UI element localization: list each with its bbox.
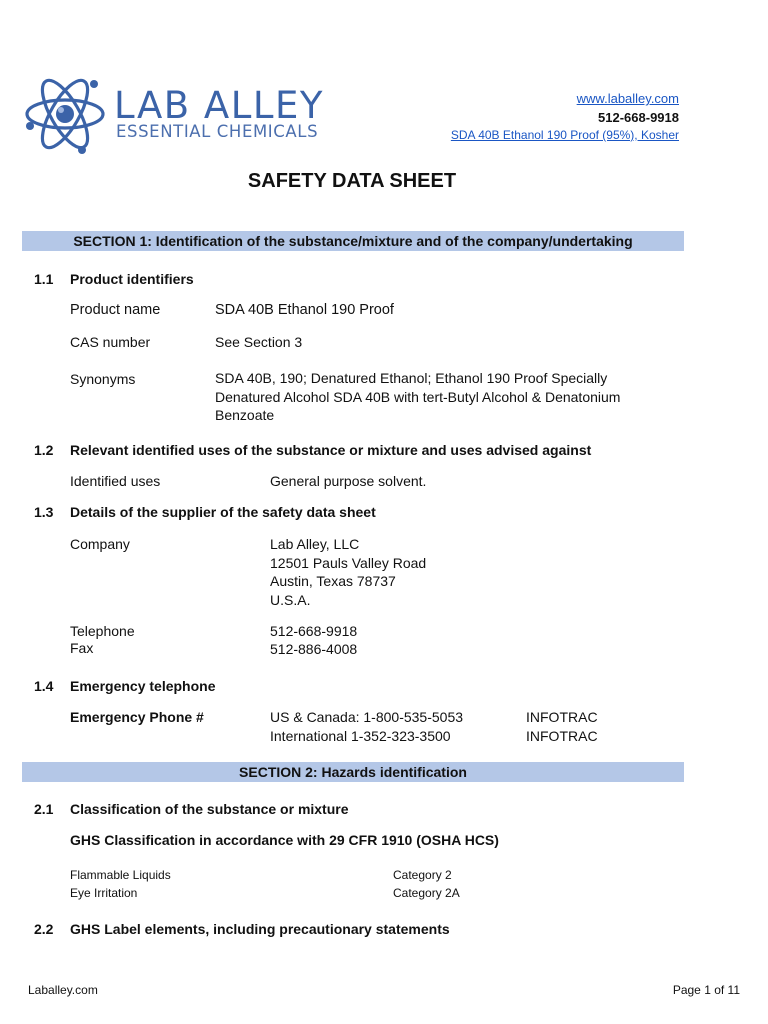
section-number: 2.1 — [34, 801, 54, 817]
hazard-category: Category 2A — [393, 886, 460, 900]
section-heading: Emergency telephone — [70, 678, 216, 694]
synonyms-label: Synonyms — [70, 371, 136, 387]
section-heading: Product identifiers — [70, 271, 194, 287]
synonyms-line: Denatured Alcohol SDA 40B with tert-Butyl Alcohol & Denatonium — [215, 388, 621, 405]
hazard-category: Category 2 — [393, 868, 452, 882]
address-line: 12501 Pauls Valley Road — [270, 554, 427, 571]
cas-value: See Section 3 — [215, 334, 303, 350]
product-name-value: SDA 40B Ethanol 190 Proof — [215, 302, 394, 318]
telephone-label: Telephone — [70, 623, 135, 639]
section-2-bar: SECTION 2: Hazards identification — [22, 762, 684, 782]
emergency-intl-line: International 1-352-323-3500 — [270, 728, 451, 744]
fax-label: Fax — [70, 640, 94, 656]
section-heading: Classification of the substance or mixture — [70, 801, 349, 817]
document-title: SAFETY DATA SHEET — [247, 170, 457, 192]
emergency-us-line: US & Canada: 1-800-535-5053 — [270, 709, 464, 725]
company-address — [270, 535, 426, 609]
company-label: Company — [70, 536, 130, 552]
footer-site: Laballey.com — [28, 983, 98, 997]
logo-tagline: ESSENTIAL CHEMICALS — [116, 122, 319, 141]
synonyms-line: Benzoate — [215, 407, 275, 423]
section-heading: Details of the supplier of the safety data sheet — [70, 504, 376, 520]
logo-name: LAB ALLEY — [114, 84, 324, 127]
header-phone: 512-668-9918 — [598, 110, 679, 125]
address-line: Austin, Texas 78737 — [270, 573, 396, 589]
product-name-label: Product name — [70, 302, 161, 318]
emergency-phone-label: Emergency Phone # — [70, 709, 204, 725]
section-number: 1.2 — [34, 442, 54, 458]
page-number: Page 1 of 11 — [672, 983, 740, 997]
section-number: 1.4 — [34, 678, 54, 694]
fax-value: 512-886-4008 — [270, 641, 358, 657]
product-link[interactable]: SDA 40B Ethanol 190 Proof (95%), Kosher — [450, 128, 679, 142]
section-number: 1.3 — [34, 504, 54, 520]
section-heading: Relevant identified uses of the substance or mixture and uses advised against — [70, 442, 592, 458]
atom-logo-icon — [24, 70, 106, 158]
identified-uses-label: Identified uses — [70, 473, 161, 489]
website-link[interactable]: www.laballey.com — [576, 91, 679, 106]
section-1-bar: SECTION 1: Identification of the substance/mixture and of the company/undertaking — [22, 231, 684, 251]
hazard-name: Eye Irritation — [70, 886, 138, 900]
emergency-us-provider: INFOTRAC — [526, 709, 598, 725]
company-name: Lab Alley, LLC — [270, 536, 360, 552]
emergency-intl-provider: INFOTRAC — [526, 728, 598, 744]
telephone-value: 512-668-9918 — [270, 623, 358, 639]
cas-label: CAS number — [70, 334, 151, 350]
address-line: U.S.A. — [270, 591, 311, 608]
hazard-name: Flammable Liquids — [70, 868, 171, 882]
section-number: 1.1 — [34, 271, 54, 287]
synonyms-value — [215, 369, 620, 425]
section-number: 2.2 — [34, 921, 54, 937]
identified-uses-value: General purpose solvent. — [270, 473, 427, 489]
section-heading: GHS Label elements, including precautionary statements — [70, 921, 450, 937]
synonyms-line: SDA 40B, 190; Denatured Ethanol; Ethanol 190 Proof Specially — [215, 370, 608, 386]
ghs-heading: GHS Classification in accordance with 29 CFR 1910 (OSHA HCS) — [70, 832, 499, 848]
